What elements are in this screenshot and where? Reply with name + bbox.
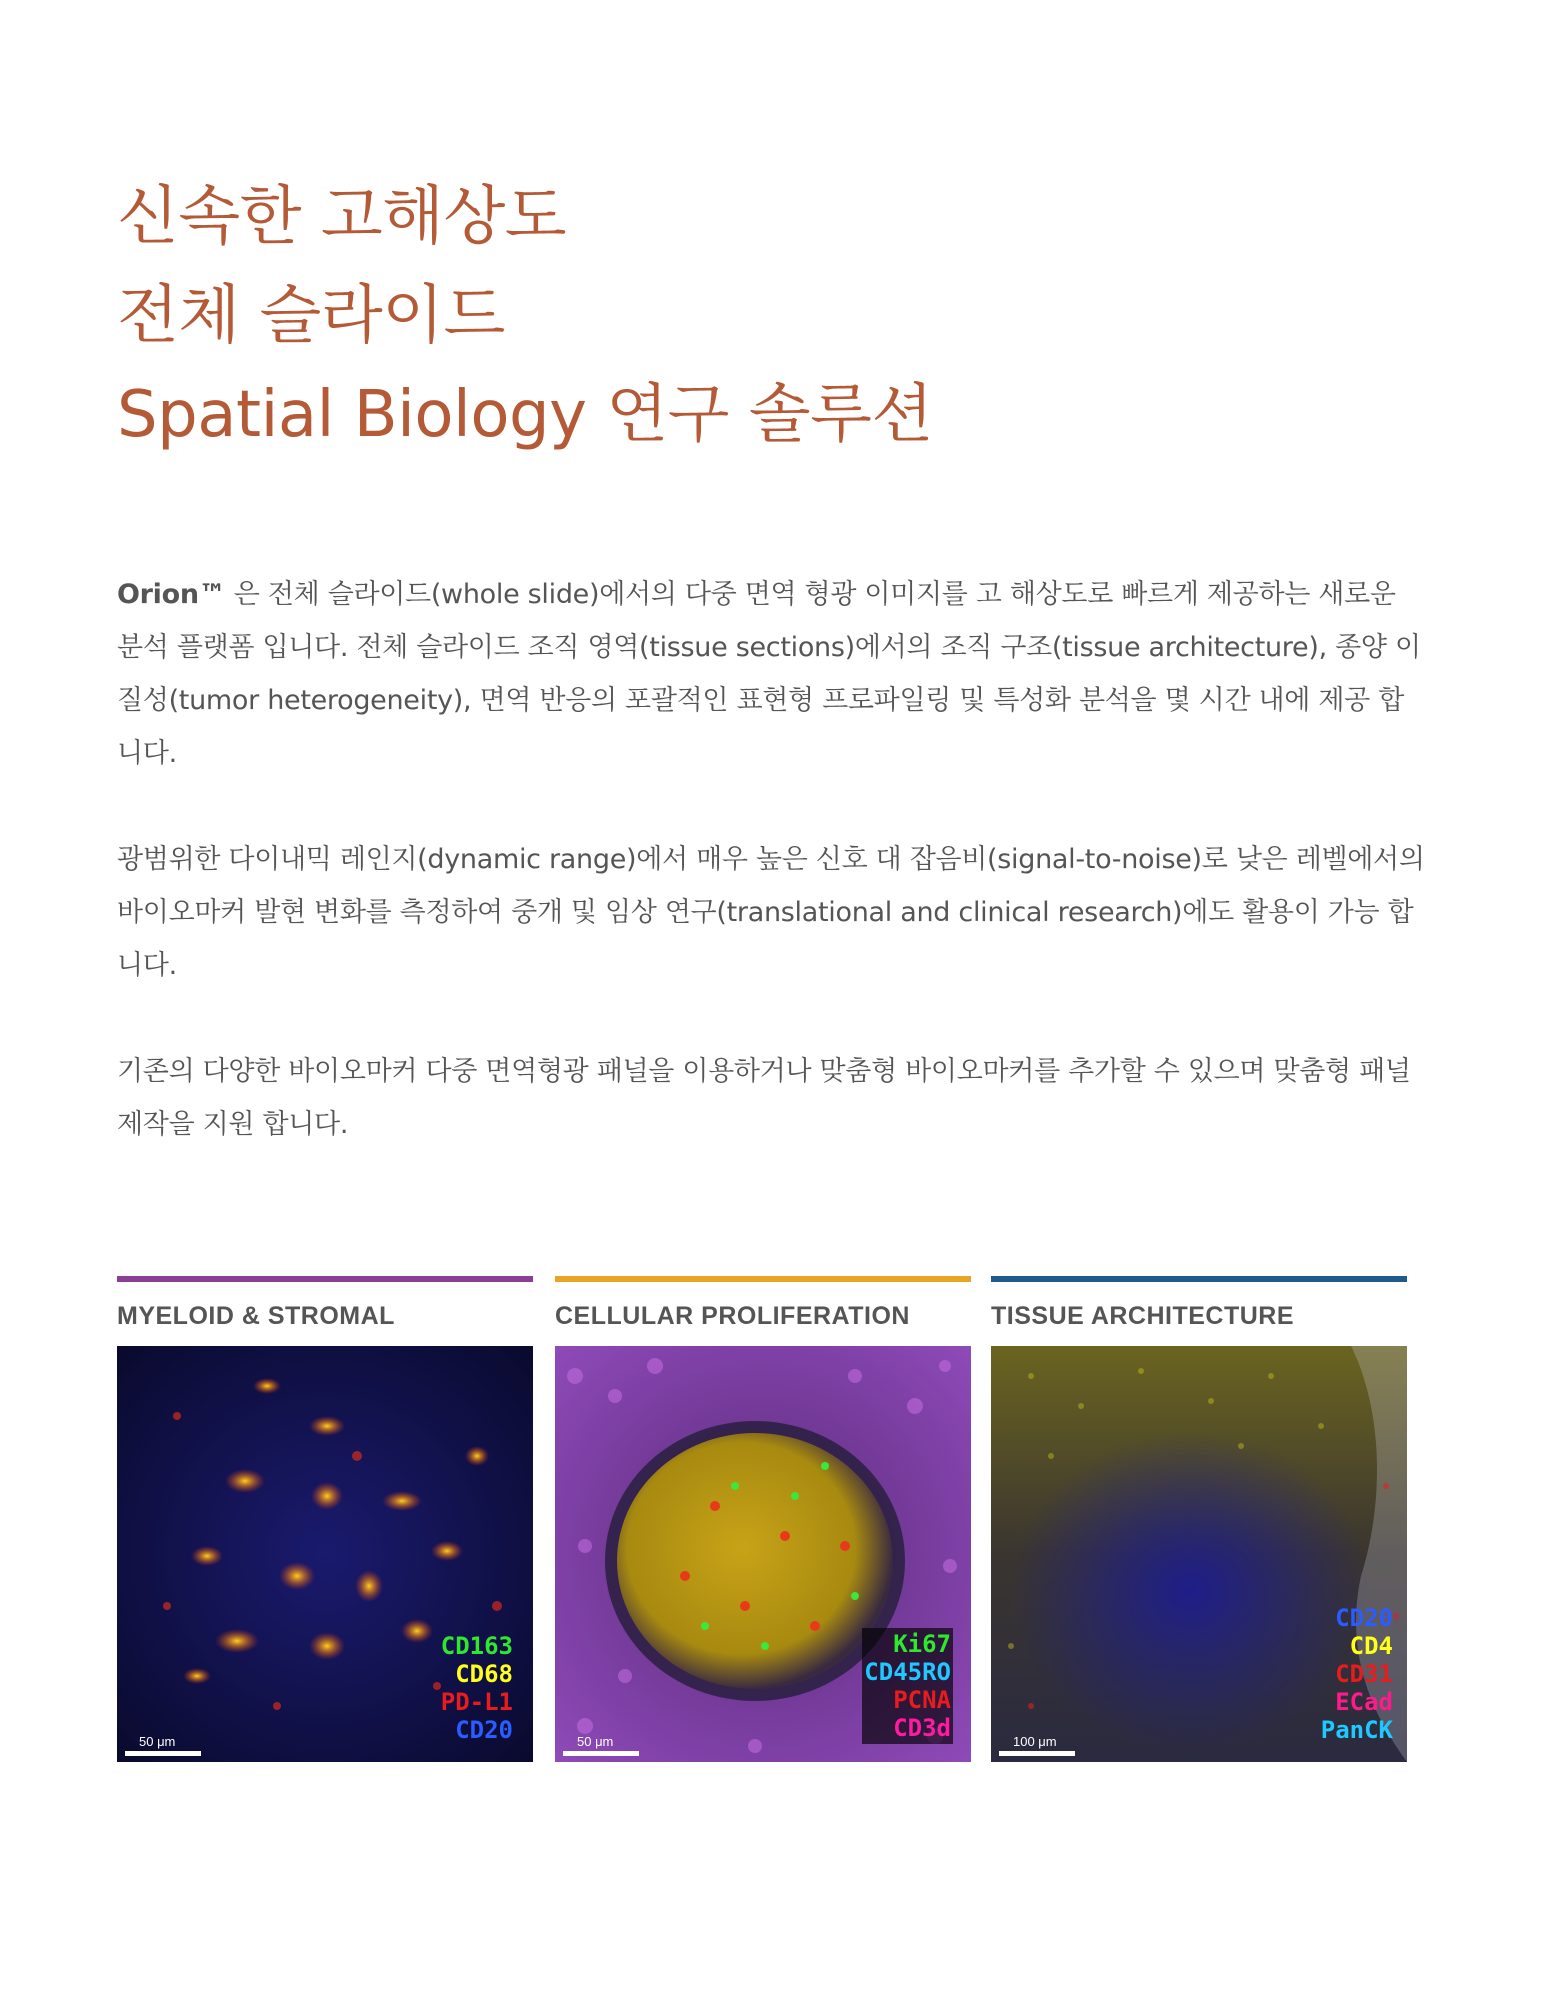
marker-legend [439, 1632, 515, 1744]
panel-cellular-proliferation [555, 1276, 971, 1762]
scale-label: 100 μm [1013, 1734, 1057, 1749]
scale-line [125, 1751, 201, 1756]
marker-label: CD20 [455, 1716, 513, 1744]
marker-label: PCNA [893, 1686, 951, 1714]
marker-label: PD-L1 [440, 1688, 513, 1716]
panel-title: CELLULAR PROLIFERATION [555, 1302, 910, 1330]
marker-label: CD45RO [864, 1658, 951, 1686]
scale-label: 50 μm [577, 1734, 614, 1749]
panel-myeloid-stromal [117, 1276, 533, 1762]
title-line-1: 신속한 고해상도 [117, 180, 567, 254]
micrograph-image [555, 1346, 971, 1762]
panel-accent-bar [555, 1276, 971, 1282]
marker-label: Ki67 [893, 1630, 951, 1658]
marker-label: CD31 [1335, 1660, 1393, 1688]
marker-label: CD68 [455, 1660, 513, 1688]
scale-label: 50 μm [139, 1734, 176, 1749]
panel-accent-bar [991, 1276, 1407, 1282]
marker-label: CD4 [1349, 1632, 1393, 1660]
scale-bar [563, 1734, 639, 1756]
paragraph-1 [117, 568, 1427, 780]
panel-title: TISSUE ARCHITECTURE [991, 1302, 1295, 1330]
marker-legend [862, 1628, 953, 1744]
marker-label: CD3d [893, 1714, 951, 1742]
title-line-2: 전체 슬라이드 [117, 279, 505, 353]
scale-bar [999, 1734, 1075, 1756]
panel-title: MYELOID & STROMAL [117, 1302, 395, 1330]
scale-line [563, 1751, 639, 1756]
marker-label: CD163 [440, 1632, 513, 1660]
description [117, 568, 1427, 1204]
micrograph-image [991, 1346, 1407, 1762]
brand-name: Orion™ [117, 579, 226, 610]
scale-bar [125, 1734, 201, 1756]
title-line-3: Spatial Biology 연구 솔루션 [117, 378, 933, 452]
marker-legend [1319, 1604, 1395, 1744]
micrograph-image [117, 1346, 533, 1762]
marker-label: PanCK [1320, 1716, 1393, 1744]
paragraph-2: 광범위한 다이내믹 레인지(dynamic range)에서 매우 높은 신호 대 잡음비(signal-to-noise)로 낮은 레벨에서의 바이오마커 발현 변화를 측정하여 중개 및 임상 연구(translational and clinical research)에도 활용이 가능 합니다. [117, 844, 1425, 981]
panel-tissue-architecture [991, 1276, 1407, 1762]
marker-label: CD20 [1335, 1604, 1393, 1632]
paragraph-1-text: 은 전체 슬라이드(whole slide)에서의 다중 면역 형광 이미지를 고 해상도로 빠르게 제공하는 새로운 분석 플랫폼 입니다. 전체 슬라이드 조직 영역(tissue sections)에서의 조직 구조(tissue architecture), 종양 이질성(tumor heterogeneity), 면역 반응의 포괄적인 표현형 프로파일링 및 특성화 분석을 몇 시간 내에 제공 합니다. [117, 579, 1421, 769]
marker-label: ECad [1335, 1688, 1393, 1716]
scale-line [999, 1751, 1075, 1756]
panel-accent-bar [117, 1276, 533, 1282]
page-title [117, 168, 933, 465]
paragraph-3: 기존의 다양한 바이오마커 다중 면역형광 패널을 이용하거나 맞춤형 바이오마커를 추가할 수 있으며 맞춤형 패널 제작을 지원 합니다. [117, 1056, 1411, 1140]
